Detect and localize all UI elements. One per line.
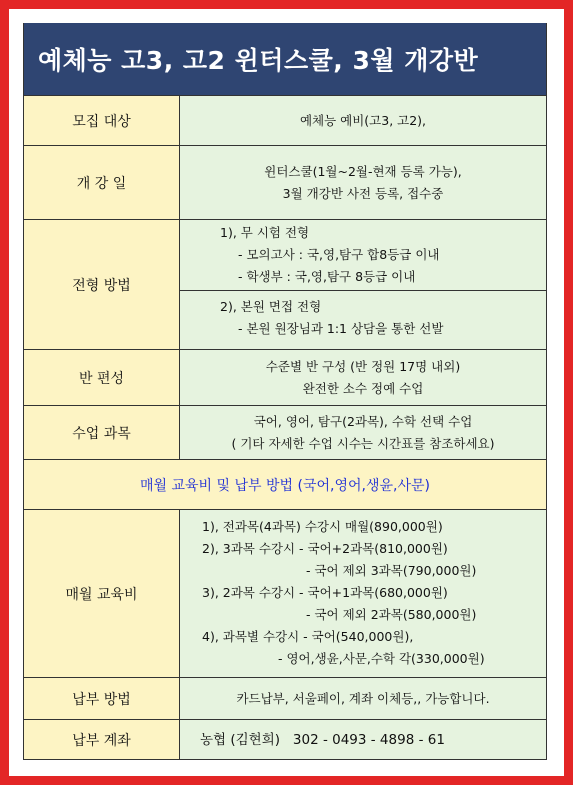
row-banner <box>24 459 546 509</box>
row-payment <box>24 677 546 719</box>
row-opening <box>24 145 546 219</box>
label-subjects: 수업 과목 <box>24 406 180 459</box>
label-payment: 납부 방법 <box>24 678 180 719</box>
label-tuition: 매월 교육비 <box>24 510 180 677</box>
label-classes: 반 편성 <box>24 350 180 405</box>
opening-line1: 윈터스쿨(1월~2월-현재 등록 가능), <box>264 163 462 179</box>
classes-line1: 수준별 반 구성 (반 정원 17명 내외) <box>265 358 461 374</box>
row-selection <box>24 219 546 349</box>
label-account: 납부 계좌 <box>24 720 180 759</box>
tuition-line4: 3), 2과목 수강시 - 국어+1과목(680,000원) <box>202 585 448 600</box>
label-recruit: 모집 대상 <box>24 96 180 145</box>
selection-no-exam <box>180 220 546 291</box>
tuition-line6: 4), 과목별 수강시 - 국어(540,000원), <box>202 629 414 644</box>
subjects-line2: ( 기타 자세한 수업 시수는 시간표를 참조하세요) <box>231 435 495 451</box>
info-sheet <box>23 23 547 760</box>
selection-line5: - 본원 원장님과 1:1 상담을 통한 선발 <box>238 321 444 336</box>
row-recruit <box>24 95 546 145</box>
selection-line1: 1), 무 시험 전형 <box>220 225 310 240</box>
account-number: 농협 (김현희) 302 - 0493 - 4898 - 61 <box>200 732 445 748</box>
tuition-line2: 2), 3과목 수강시 - 국어+2과목(810,000원) <box>202 541 448 556</box>
label-selection: 전형 방법 <box>24 220 180 349</box>
selection-line3: - 학생부 : 국,영,탐구 8등급 이내 <box>238 269 416 284</box>
page-title: 예체능 고3, 고2 윈터스쿨, 3월 개강반 <box>24 23 546 95</box>
value-opening <box>180 146 546 219</box>
payment-line1: 카드납부, 서울페이, 계좌 이체등,, 가능합니다. <box>236 690 490 706</box>
tuition-line7: - 영어,생윤,사문,수학 각(330,000원) <box>278 651 485 666</box>
tuition-line1: 1), 전과목(4과목) 수강시 매월(890,000원) <box>202 519 443 534</box>
opening-line2: 3월 개강반 사전 등록, 접수중 <box>282 185 444 201</box>
selection-interview <box>180 290 546 349</box>
selection-line4: 2), 본원 면접 전형 <box>220 299 322 314</box>
label-opening: 개 강 일 <box>24 146 180 219</box>
value-subjects <box>180 406 546 459</box>
tuition-line3: - 국어 제외 3과목(790,000원) <box>306 563 477 578</box>
row-account <box>24 719 546 759</box>
selection-line2: - 모의고사 : 국,영,탐구 합8등급 이내 <box>238 247 440 262</box>
tuition-line5: - 국어 제외 2과목(580,000원) <box>306 607 477 622</box>
value-classes <box>180 350 546 405</box>
row-subjects <box>24 405 546 459</box>
classes-line2: 완전한 소수 정예 수업 <box>302 380 424 396</box>
table-bottom-border <box>24 759 546 760</box>
row-classes <box>24 349 546 405</box>
value-account <box>180 720 546 759</box>
row-tuition <box>24 509 546 677</box>
value-recruit <box>180 96 546 145</box>
tuition-banner: 매월 교육비 및 납부 방법 (국어,영어,생윤,사문) <box>24 460 546 509</box>
subjects-line1: 국어, 영어, 탐구(2과목), 수학 선택 수업 <box>253 413 473 429</box>
value-tuition <box>180 510 546 677</box>
value-payment <box>180 678 546 719</box>
value-selection <box>180 220 546 349</box>
recruit-line1: 예체능 예비(고3, 고2), <box>299 112 427 128</box>
